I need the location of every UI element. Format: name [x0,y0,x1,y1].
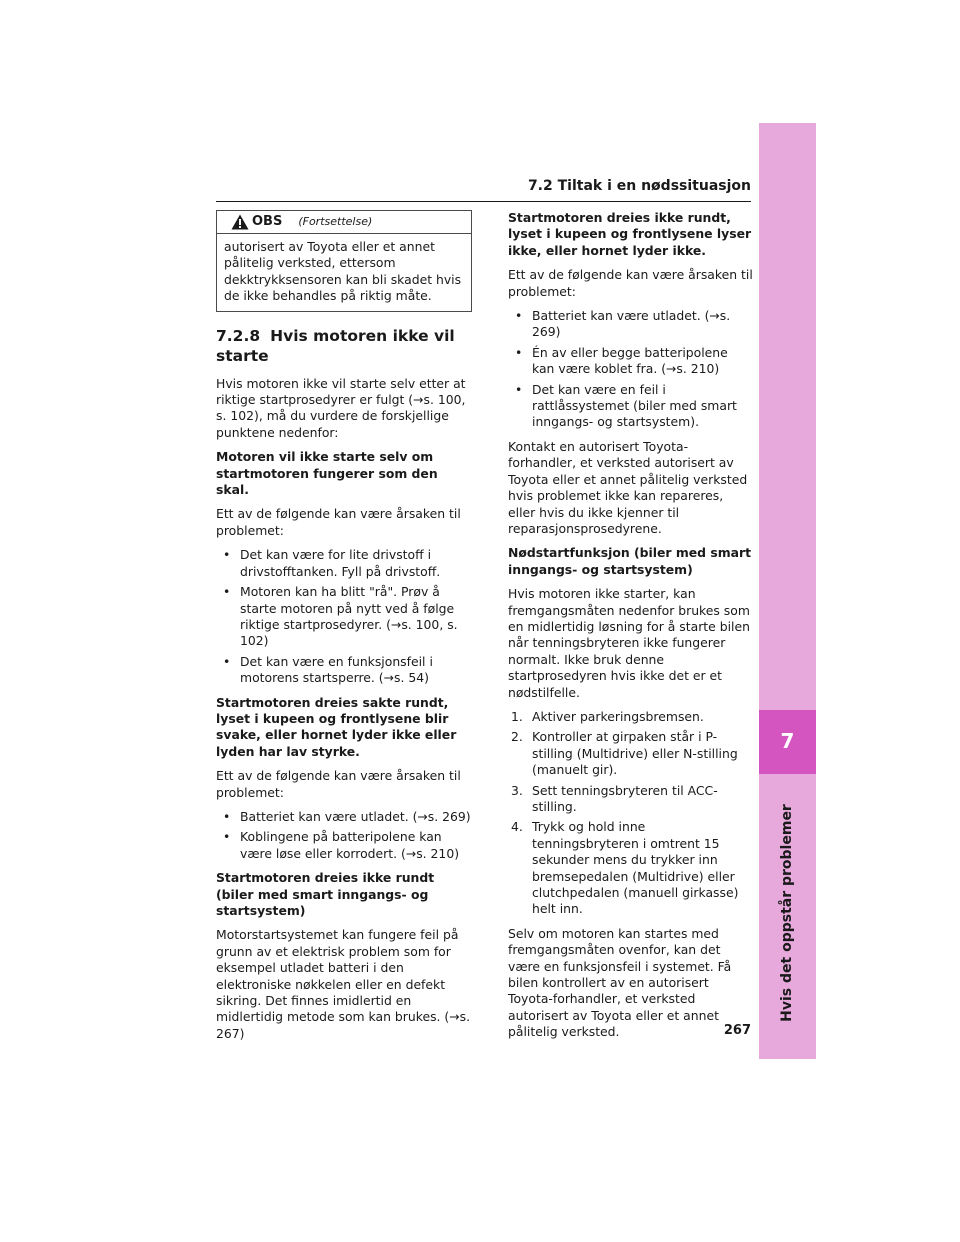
left-heading-2: Startmotoren dreies sakte rundt, lyset i kupeen og frontlysene blir svake, eller hornet lyder ikke eller lyden har lav styrke. [216,694,457,759]
left-heading-1: Motoren vil ikke starte selv om startmotoren fungerer som den skal. [216,449,438,498]
right-para-2: Kontakt en autorisert Toyota-forhandler, et verksted autorisert av Toyota eller et annet pålitelig verksted hvis problemet ikke kan repareres, eller hvis du ikke kjenner til reparasjonsprosedyrene. [508,438,748,536]
left-column [216,210,472,1050]
page-number: 267 [723,1023,751,1038]
warning-icon [231,214,249,230]
section-title-text: Hvis motoren ikke vil starte [216,326,455,365]
obs-text: autorisert av Toyota eller et annet pålitelig verksted, ettersom dekktrykksensoren kan bli skadet hvis de ikke behandles på riktig måte. [224,239,462,304]
step-item: 4. Trykk og hold inne tenningsbryteren i omtrent 15 sekunder mens du trykker inn bremsepedalen (Multidrive) eller clutchpedalen (manuell girkasse) helt inn. [511,819,739,917]
right-heading-2: Nødstartfunksjon (biler med smart inngangs- og startsystem) [508,545,752,577]
obs-header [217,211,471,234]
left-intro: Hvis motoren ikke vil starte selv etter at riktige startprosedyrer er fulgt (→s. 100, s. 102), må du vurdere de forskjellige punktene nedenfor: [216,375,466,440]
list-item: • Én av eller begge batteripolene kan være koblet fra. (→s. 210) [508,345,754,378]
left-para-2: Ett av de følgende kan være årsaken til problemet: [216,768,461,800]
header-rule [216,201,751,202]
left-para-1: Ett av de følgende kan være årsaken til problemet: [216,506,461,538]
emergency-start-steps [508,709,754,918]
step-item: 2. Kontroller at girpaken står i P-stilling (Multidrive) eller N-stilling (manuelt gir). [511,729,738,778]
section-number: 7.2.8 [216,326,261,345]
obs-label: OBS [252,213,283,229]
right-para-1: Ett av de følgende kan være årsaken til problemet: [508,267,753,299]
right-para-4: Selv om motoren kan startes med fremgangsmåten ovenfor, kan det være en funksjonsfeil i systemet. Få bilen kontrollert av en autorisert Toyota-forhandler, et verksted autorisert av Toyota eller et annet pålitelig verksted. [508,925,732,1040]
list-item: • Koblingene på batteripolene kan være løse eller korrodert. (→s. 210) [216,829,472,862]
step-item: 3. Sett tenningsbryteren til ACC-stilling. [511,782,718,814]
left-para-3: Motorstartsystemet kan fungere feil på grunn av et elektrisk problem som for eksempel utladet batteri i den elektroniske nøkkelen eller en defekt sikring. Det finnes imidlertid en midlertidig metode som kan brukes. (→s. 267) [216,927,471,1041]
chapter-side-tab [759,123,816,1059]
list-item: • Det kan være en funksjonsfeil i motorens startsperre. (→s. 54) [216,654,472,687]
obs-continued: (Fortsettelse) [298,214,373,228]
step-item: 1. Aktiver parkeringsbremsen. [511,708,704,724]
right-heading-1: Startmotoren dreies ikke rundt, lyset i kupeen og frontlysene lyser ikke, eller hornet lyder ikke. [508,210,752,258]
section-title [216,326,472,366]
obs-warning-box [216,210,472,312]
left-bullets-2 [216,809,472,862]
list-item: • Motoren kan ha blitt "rå". Prøv å starte motoren på nytt ved å følge riktige startprosedyrer. (→s. 100, s. 102) [216,584,472,650]
right-column [508,210,754,1049]
list-item: • Batteriet kan være utladet. (→s. 269) [508,308,754,341]
right-bullets-1 [508,308,754,431]
chapter-title: Hvis det oppstår problemer [779,804,795,1022]
right-para-3: Hvis motoren ikke starter, kan fremgangsmåten nedenfor brukes som en midlertidig løsning for å starte bilen når tenningsbryteren ikke fungerer normalt. Ikke bruk denne startprosedyren hvis ikke det er et nødstilfelle. [508,586,750,700]
left-heading-3: Startmotoren dreies ikke rundt (biler med smart inngangs- og startsystem) [216,870,435,918]
list-item: • Det kan være for lite drivstoff i drivstofftanken. Fyll på drivstoff. [216,547,472,580]
list-item: • Batteriet kan være utladet. (→s. 269) [216,809,472,825]
section-header: 7.2 Tiltak i en nødssituasjon [527,178,751,194]
list-item: • Det kan være en feil i rattlåssystemet (biler med smart inngangs- og startsystem). [508,382,754,431]
left-bullets-1 [216,547,472,686]
chapter-number: 7 [780,729,795,753]
